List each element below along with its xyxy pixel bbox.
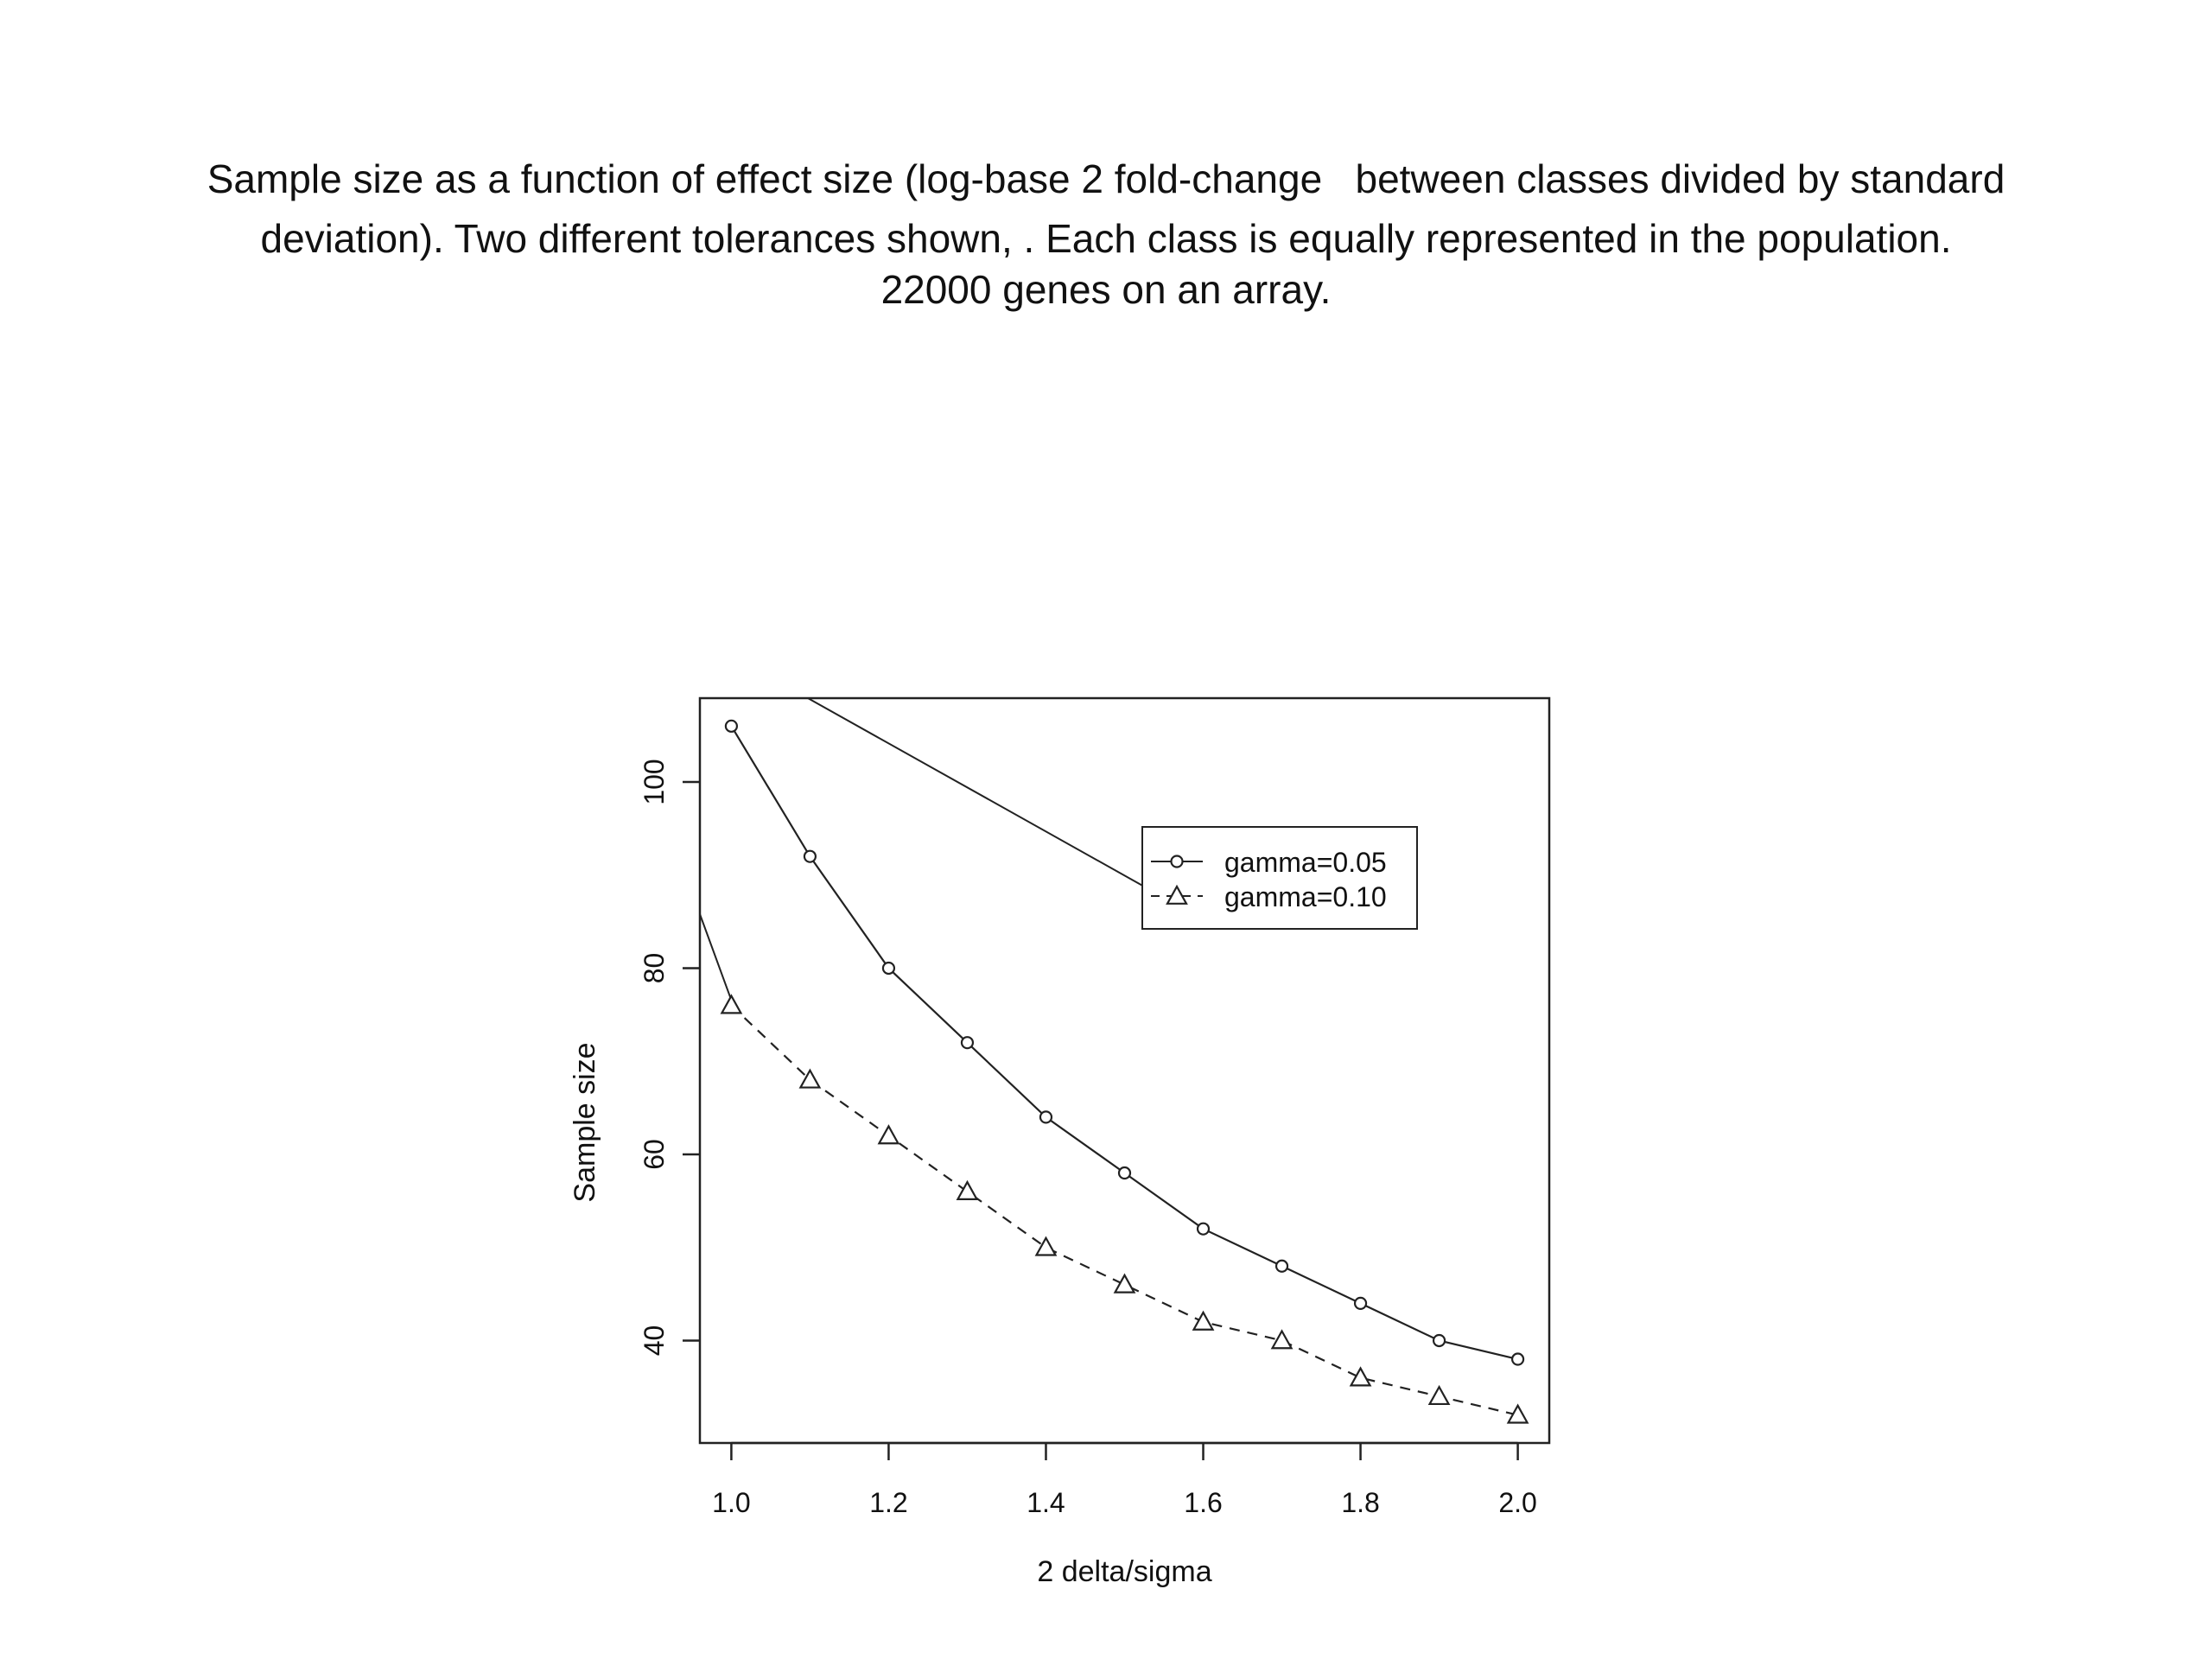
caption-line-2: deviation). Two different tolerances shown, . Each class is equally represented in the population. <box>260 216 1952 262</box>
data-point-circle <box>1355 1298 1366 1309</box>
data-point-triangle <box>957 1182 976 1199</box>
data-point-triangle <box>1351 1369 1370 1386</box>
series-line-1 <box>731 726 1517 1359</box>
data-point-triangle <box>1430 1387 1449 1404</box>
data-point-circle <box>1276 1261 1287 1272</box>
x-axis-label: 2 delta/sigma <box>1037 1555 1212 1588</box>
data-point-circle <box>726 721 737 732</box>
legend-box <box>1142 827 1417 929</box>
caption-line-3: 22000 genes on an array. <box>880 267 1332 313</box>
legend <box>1142 827 1417 929</box>
plot-frame <box>700 698 1549 1443</box>
x-tick-label: 1.2 <box>869 1487 908 1518</box>
x-axis <box>712 1443 1537 1518</box>
data-point-circle <box>883 963 894 974</box>
y-tick-label: 100 <box>639 759 670 805</box>
stray-lines <box>700 698 1160 1001</box>
data-point-triangle <box>1273 1331 1292 1348</box>
data-point-triangle <box>721 996 741 1014</box>
data-point-circle <box>1198 1224 1209 1235</box>
x-tick-label: 1.8 <box>1341 1487 1380 1518</box>
y-axis <box>639 759 700 1356</box>
data-point-circle <box>1433 1335 1445 1346</box>
data-point-circle <box>1040 1111 1052 1122</box>
data-points <box>721 721 1527 1423</box>
legend-label: gamma=0.05 <box>1224 847 1387 878</box>
legend-marker-circle <box>1172 856 1183 868</box>
y-axis-label: Sample size <box>569 1042 601 1203</box>
data-point-triangle <box>1194 1313 1213 1330</box>
data-point-triangle <box>1036 1238 1055 1255</box>
stray-line <box>808 698 1160 895</box>
y-tick-label: 40 <box>639 1325 670 1357</box>
x-tick-label: 1.0 <box>712 1487 751 1518</box>
data-point-triangle <box>1116 1275 1135 1293</box>
caption-line-1: Sample size as a function of effect size (log-base 2 fold-change between classes divided by standard <box>207 156 2005 201</box>
y-tick-label: 60 <box>639 1139 670 1170</box>
data-point-circle <box>804 851 816 862</box>
stray-line <box>700 914 731 1001</box>
x-tick-label: 2.0 <box>1498 1487 1537 1518</box>
data-point-triangle <box>879 1126 898 1143</box>
x-tick-label: 1.4 <box>1027 1487 1065 1518</box>
x-tick-label: 1.6 <box>1184 1487 1223 1518</box>
legend-label: gamma=0.10 <box>1224 881 1387 912</box>
y-tick-label: 80 <box>639 952 670 984</box>
data-point-circle <box>1119 1167 1130 1179</box>
data-point-circle <box>962 1037 973 1048</box>
data-point-circle <box>1512 1354 1523 1365</box>
series-line-2 <box>731 1006 1517 1415</box>
